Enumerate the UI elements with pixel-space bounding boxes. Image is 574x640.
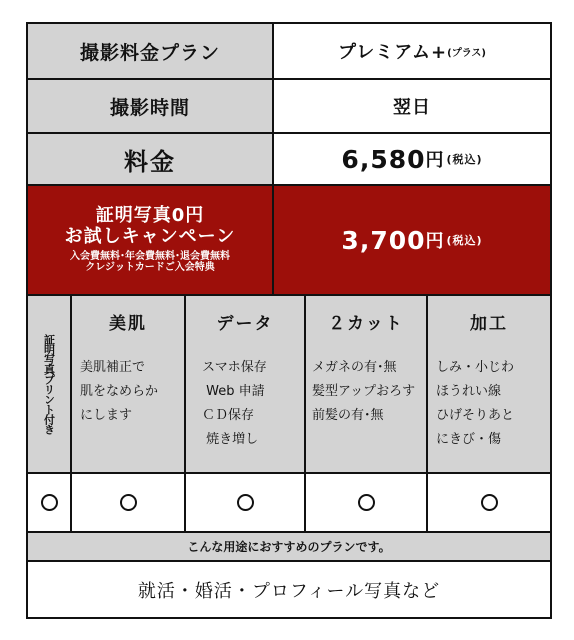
feature-col-2-desc-cell	[186, 346, 304, 472]
time-value: 翌日	[393, 97, 431, 118]
side-label: 証明写真プリント付き	[42, 334, 56, 434]
plan-label: 撮影料金プラン	[79, 41, 220, 64]
side-label-cell	[28, 296, 70, 472]
plan-value: プレミアム+	[338, 42, 448, 63]
feature-col-3-title-cell	[306, 296, 426, 346]
fee-label: 料金	[124, 147, 176, 176]
feature-col-1-title-cell	[72, 296, 184, 346]
feature-col-1-desc-cell	[72, 346, 184, 472]
time-label: 撮影時間	[109, 96, 190, 119]
side-mark-circle-icon	[41, 494, 58, 511]
promo-tax: (税込)	[446, 234, 483, 247]
fee-tax: (税込)	[446, 153, 483, 166]
feature-col-3-circle-icon	[358, 494, 375, 511]
feature-col-4-desc: しみ・小じわ ほうれい線 ひげそりあと にきび・傷	[436, 360, 515, 447]
feature-col-1-mark-cell	[72, 474, 184, 531]
promo-cell	[28, 186, 272, 294]
promo-amount: 3,700	[341, 225, 426, 255]
feature-col-4-desc-cell	[428, 346, 550, 472]
fee-label-cell	[28, 134, 272, 184]
promo-line4: クレジットカードご入会特典	[85, 262, 215, 274]
usage-text: 就活・婚活・プロフィール写真など	[137, 580, 441, 602]
plan-table	[26, 22, 552, 619]
feature-col-2-title: データ	[216, 313, 274, 334]
time-label-cell	[28, 80, 272, 132]
promo-yen: 円	[425, 231, 445, 252]
feature-col-1-circle-icon	[120, 494, 137, 511]
feature-col-2-desc: スマホ保存 Web 申請 ＣＤ保存 焼き増し	[202, 360, 267, 447]
feature-col-3-desc-cell	[306, 346, 426, 472]
side-mark-cell	[28, 474, 70, 531]
plan-label-cell	[28, 24, 272, 78]
feature-col-3-mark-cell	[306, 474, 426, 531]
feature-col-2-mark-cell	[186, 474, 304, 531]
feature-col-2-circle-icon	[237, 494, 254, 511]
usage-heading-cell	[28, 533, 550, 560]
plan-value-small: (プラス)	[447, 47, 486, 59]
feature-col-3-desc: メガネの有･無 髪型アップおろす 前髪の有･無	[312, 360, 416, 423]
feature-col-3-title: ２カット	[328, 313, 404, 334]
time-value-cell	[274, 80, 550, 132]
feature-col-4-title-cell	[428, 296, 550, 346]
promo-line1: 証明写真0円	[95, 205, 205, 227]
feature-col-1-desc: 美肌補正で 肌をなめらか にします	[80, 360, 159, 423]
promo-price-cell	[274, 186, 550, 294]
feature-col-4-title: 加工	[470, 313, 508, 334]
feature-col-4-circle-icon	[481, 494, 498, 511]
feature-col-1-title: 美肌	[109, 313, 147, 334]
fee-value-cell	[274, 134, 550, 184]
usage-text-cell	[28, 562, 550, 617]
promo-line3: 入会費無料･年会費無料･退会費無料	[70, 250, 230, 262]
fee-yen: 円	[425, 150, 445, 171]
usage-heading: こんな用途におすすめのプランです。	[187, 540, 391, 554]
promo-line2: お試しキャンペーン	[64, 226, 236, 247]
feature-col-4-mark-cell	[428, 474, 550, 531]
fee-amount: 6,580	[341, 144, 426, 174]
feature-col-2-title-cell	[186, 296, 304, 346]
plan-value-cell	[274, 24, 550, 78]
